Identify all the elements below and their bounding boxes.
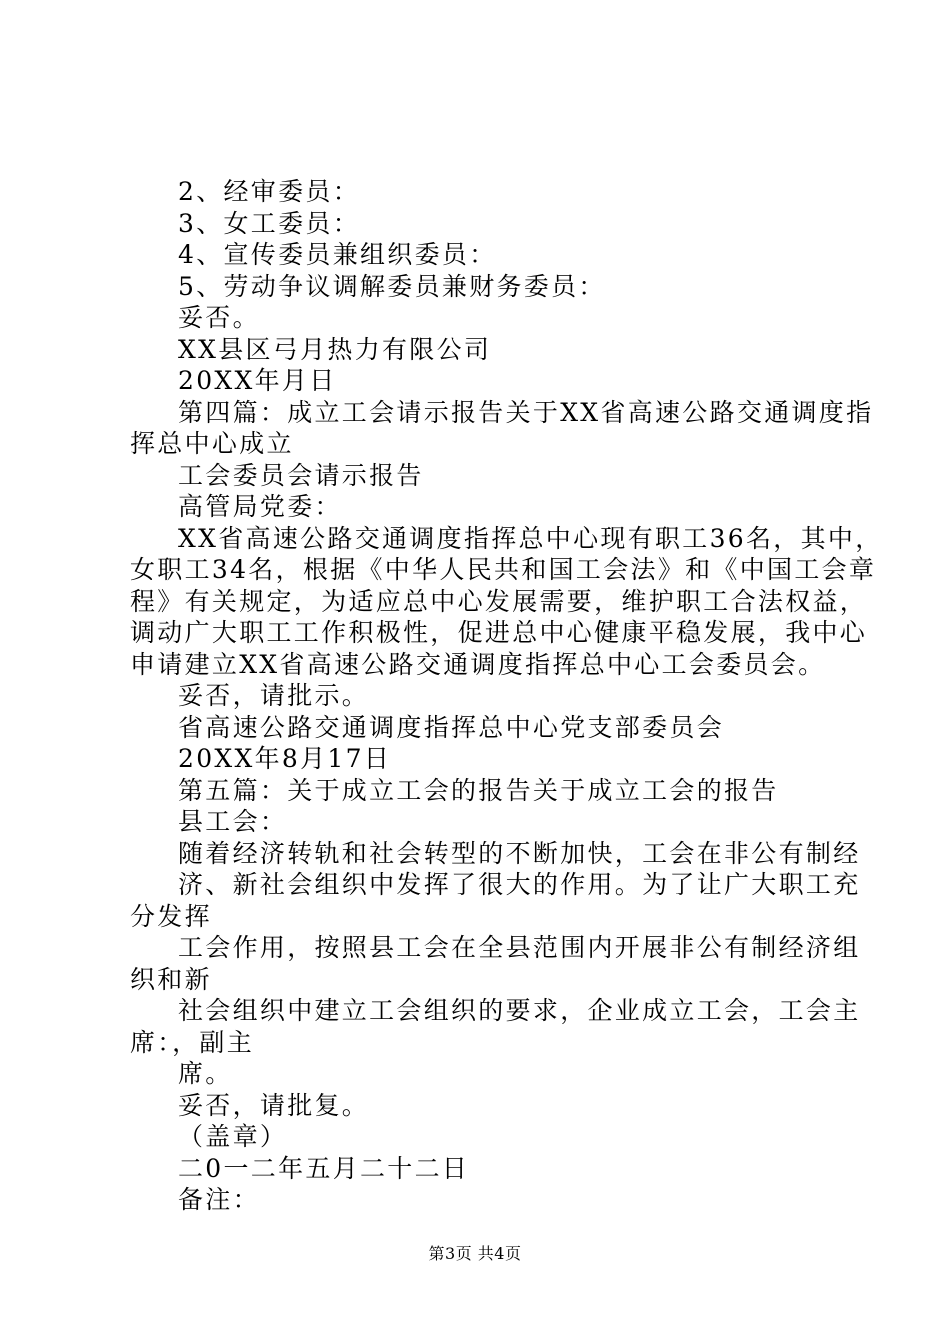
text-line: 工会作用，按照县工会在全县范围内开展非公有制经济组 bbox=[178, 933, 861, 962]
text-line: 省高速公路交通调度指挥总中心党支部委员会 bbox=[178, 712, 725, 742]
text-line: 妥否，请批示。 bbox=[178, 681, 370, 710]
text-line: 随着经济转轨和社会转型的不断加快，工会在非公有制经 bbox=[178, 838, 861, 868]
text-line: 席：，副主 bbox=[130, 1027, 255, 1057]
text-line: 妥否。 bbox=[178, 303, 260, 332]
text-line: 5、劳动争议调解委员兼财务委员： bbox=[178, 271, 606, 301]
text-line: 第四篇：成立工会请示报告关于XX省高速公路交通调度指 bbox=[178, 397, 874, 427]
text-line: 高管局党委： bbox=[178, 492, 342, 521]
text-line: 二0一二年五月二十二日 bbox=[178, 1153, 470, 1183]
text-line: 席。 bbox=[178, 1059, 233, 1088]
text-line: 挥总中心成立 bbox=[130, 429, 294, 458]
text-line: 4、宣传委员兼组织委员： bbox=[178, 240, 497, 269]
text-line: 程》有关规定，为适应总中心发展需要，维护职工合法权益， bbox=[130, 586, 868, 616]
text-line: 3、女工委员： bbox=[178, 208, 361, 238]
text-line: 社会组织中建立工会组织的要求，企业成立工会，工会主 bbox=[178, 996, 861, 1025]
text-line: 20XX年8月17日 bbox=[178, 744, 392, 773]
text-line: 调动广大职工工作积极性，促进总中心健康平稳发展，我中心 bbox=[130, 618, 868, 647]
page-footer: 第3页 共4页 bbox=[428, 1244, 522, 1263]
text-line: 20XX年月日 bbox=[178, 366, 337, 395]
text-line: 县工会： bbox=[178, 807, 288, 836]
text-line: 第五篇：关于成立工会的报告关于成立工会的报告 bbox=[178, 775, 779, 805]
text-line: 济、新社会组织中发挥了很大的作用。为了让广大职工充 bbox=[178, 870, 861, 899]
text-line: XX县区弓月热力有限公司 bbox=[178, 334, 492, 364]
text-line: 2、经审委员： bbox=[178, 177, 361, 206]
text-line: 妥否，请批复。 bbox=[178, 1090, 370, 1120]
text-line: XX省高速公路交通调度指挥总中心现有职工36名，其中， bbox=[178, 523, 883, 553]
text-line: 织和新 bbox=[130, 964, 212, 994]
text-line: （盖章） bbox=[178, 1122, 288, 1151]
text-line: 分发挥 bbox=[130, 901, 212, 931]
text-line: 申请建立XX省高速公路交通调度指挥总中心工会委员会。 bbox=[130, 649, 826, 679]
text-line: 女职工34名，根据《中华人民共和国工会法》和《中国工会章 bbox=[130, 555, 877, 584]
text-line: 备注： bbox=[178, 1185, 260, 1214]
document-body bbox=[130, 176, 883, 1216]
text-line: 工会委员会请示报告 bbox=[178, 460, 424, 490]
